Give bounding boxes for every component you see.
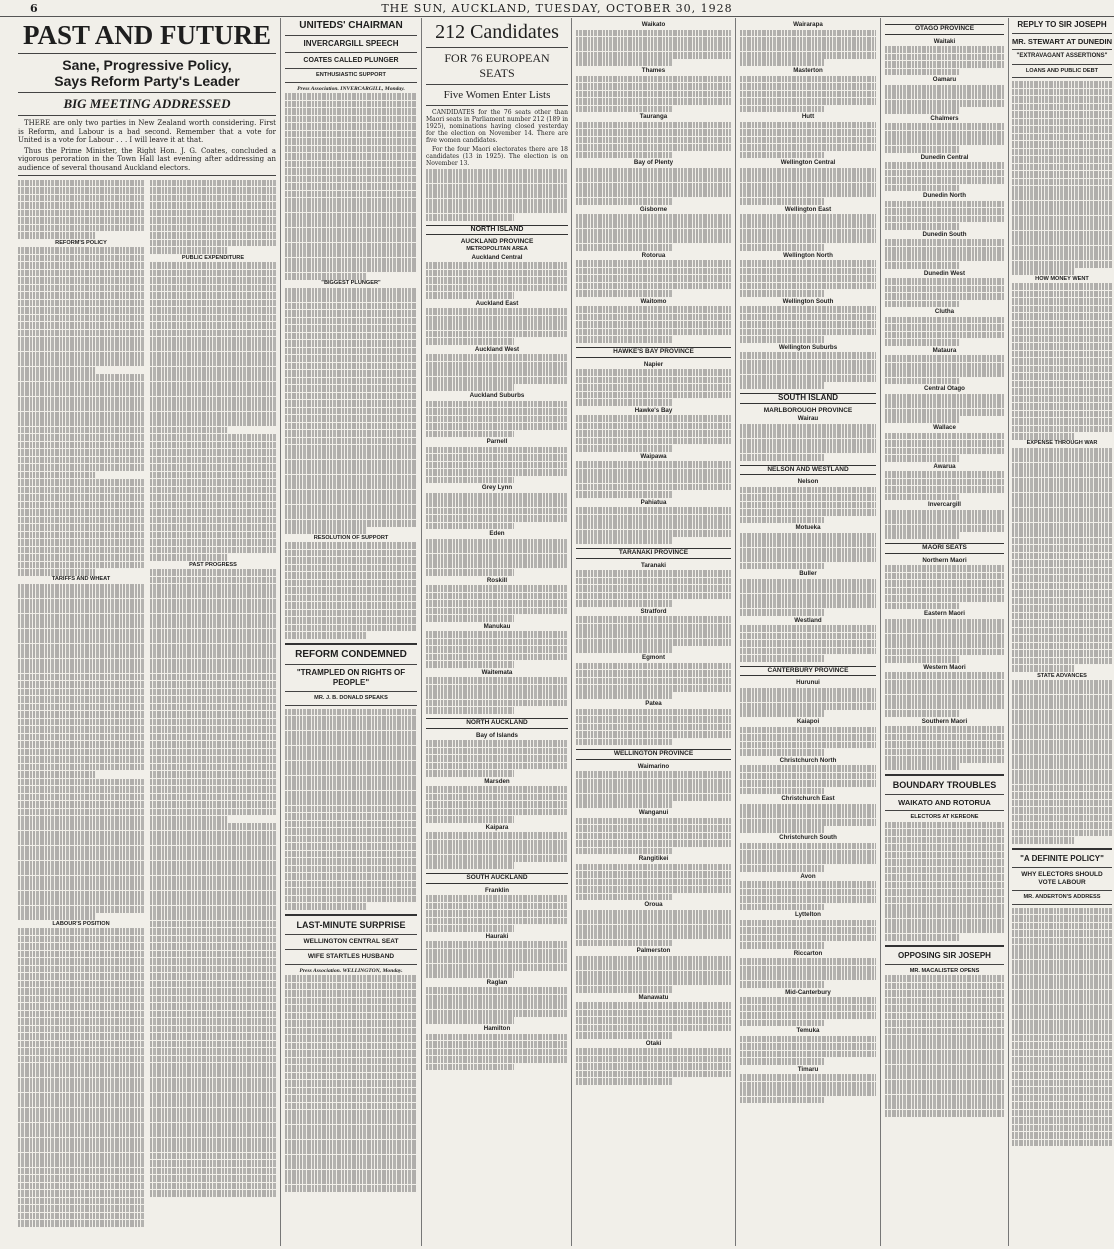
seat-list-metro	[426, 255, 568, 714]
electorate-name: Auckland West	[474, 345, 520, 353]
article-reply-sir-joseph	[1012, 20, 1112, 1244]
subhead-state-advances: STATE ADVANCES	[1037, 672, 1087, 679]
electorate-name: Mid-Canterbury	[785, 988, 831, 996]
seat-list-waikato	[576, 22, 731, 343]
electorate-name: Oroua	[644, 901, 663, 909]
subhead-tariffs-wheat: TARIFFS AND WHEAT	[51, 576, 111, 583]
electorate-name: Motueka	[795, 524, 821, 532]
seat-list-wellington-city	[740, 22, 876, 389]
subhead-plunger: COATES CALLED PLUNGER	[303, 57, 399, 64]
section-south-auckland: SOUTH AUCKLAND	[426, 873, 568, 884]
electorate-name: Waitemata	[481, 668, 513, 676]
electorate-name: Invercargill	[927, 501, 962, 509]
electorate-name: Masterton	[793, 67, 823, 75]
electorate-name: Roskill	[486, 576, 508, 584]
subhead-macalister: MR. MACALISTER OPENS	[909, 967, 980, 974]
newspaper-title: THE SUN, AUCKLAND, TUESDAY, OCTOBER 30, 1928	[381, 2, 733, 15]
headline-reply-sir-joseph: REPLY TO SIR JOSEPH	[1017, 20, 1107, 29]
subhead-anderton: MR. ANDERTON'S ADDRESS	[1023, 893, 1101, 900]
subhead-waikato-rotorua: WAIKATO AND ROTORUA	[898, 798, 991, 808]
headline-212-candidates: 212 Candidates	[435, 21, 559, 43]
seat-list-taranaki	[576, 563, 731, 746]
subhead-invercargill: INVERCARGILL SPEECH	[303, 39, 399, 48]
masthead	[0, 0, 1114, 17]
electorate-name: Hawke's Bay	[634, 406, 673, 414]
electorate-name: Dunedin West	[923, 269, 966, 277]
electorate-name: Kaiapoi	[796, 718, 820, 726]
electorate-name: Mataura	[932, 346, 957, 354]
electorate-name: Wairarapa	[793, 21, 823, 28]
page-number: 6	[30, 2, 38, 15]
electorate-name: Auckland Suburbs	[469, 392, 525, 400]
electorate-name: Eden	[489, 530, 505, 538]
section-metropolitan: METROPOLITAN AREA	[466, 246, 528, 252]
electorate-name: Franklin	[484, 886, 510, 894]
section-wellington-province: WELLINGTON PROVINCE	[576, 749, 731, 760]
electorate-name: Northern Maori	[922, 556, 967, 564]
electorate-name: Otaki	[645, 1039, 662, 1047]
section-auckland-province: AUCKLAND PROVINCE	[460, 238, 534, 246]
electorate-name: Kaipara	[485, 823, 509, 831]
candidates-lead-2: For the four Maori electorates there are 18 candidates (13 in 1925). The election is on November 13.	[426, 146, 568, 167]
headline-reform-condemned: REFORM CONDEMNED	[295, 648, 407, 660]
electorate-name: Central Otago	[924, 385, 965, 393]
electorate-name: Manawatu	[638, 993, 669, 1001]
seat-list-otago	[885, 39, 1004, 539]
electorate-name: Auckland Central	[471, 253, 523, 261]
subhead-wife-startles: WIFE STARTLES HUSBAND	[307, 952, 395, 960]
subhead-reforms-policy: REFORM'S POLICY	[55, 239, 107, 246]
seat-list-north-auckland	[426, 733, 568, 869]
electorate-name: Manukau	[483, 622, 511, 630]
seat-list-marlborough	[740, 416, 876, 460]
subhead-kereone: ELECTORS AT KEREONE	[910, 814, 979, 821]
electorate-name: Taranaki	[641, 561, 666, 569]
lead-paragraph-2: Thus the Prime Minister, the Right Hon. J. G. Coates, concluded a vigorous peroration in the Town Hall last evening after addressing an audience of several thousand Auckland electors.	[18, 146, 276, 172]
electorate-name: Awarua	[933, 462, 956, 470]
electorate-name: Avon	[800, 872, 816, 880]
electorate-name: Christchurch East	[781, 795, 835, 803]
section-taranaki: TARANAKI PROVINCE	[576, 548, 731, 559]
subhead-resolution: RESOLUTION OF SUPPORT	[313, 534, 389, 541]
electorate-name: Hauraki	[485, 932, 509, 940]
electorate-name: Wellington East	[784, 205, 832, 213]
subhead-76-seats: FOR 76 EUROPEAN SEATS	[444, 51, 550, 80]
section-nelson-westland: NELSON AND WESTLAND	[740, 465, 876, 476]
electorate-name: Wellington South	[782, 297, 834, 305]
electorate-name: Parnell	[486, 438, 508, 446]
electorate-name: Bay of Islands	[476, 731, 518, 739]
article-212-candidates	[426, 20, 568, 1244]
seat-list-wellington	[576, 764, 731, 1085]
electorate-name: Wanganui	[638, 809, 669, 817]
electorate-name: Oamaru	[932, 76, 957, 84]
electorate-name: Nelson	[797, 478, 819, 486]
section-marlborough: MARLBOROUGH PROVINCE	[763, 406, 853, 414]
headline-opposing-sir-joseph: OPPOSING SIR JOSEPH	[898, 950, 991, 960]
electorate-name: Wallace	[933, 424, 956, 432]
electorate-name: Dunedin North	[923, 192, 966, 200]
electorate-name: Chalmers	[930, 114, 959, 122]
subhead-expense-war: EXPENSE THROUGH WAR	[1026, 440, 1098, 447]
lead-paragraph: THERE are only two parties in New Zealand worth considering. First is Reform, and Labour is a bad second. Remember that a vote for United is a vote for Labour . . . I will leave it at that.	[18, 119, 276, 144]
seat-list-hawkes	[576, 362, 731, 545]
electorate-name: Auckland East	[475, 299, 519, 307]
article-body-left	[18, 179, 144, 1228]
headline-definite-policy: "A DEFINITE POLICY"	[1020, 853, 1104, 863]
electorate-name: Buller	[799, 570, 817, 578]
electorate-name: Southern Maori	[921, 717, 968, 725]
subhead-why-electors: WHY ELECTORS SHOULD VOTE LABOUR	[1021, 870, 1103, 886]
electorate-name: Palmerston	[636, 947, 671, 955]
electorate-name: Egmont	[641, 654, 666, 662]
electorate-name: Waitomo	[640, 297, 667, 305]
subhead-donald: MR. J. B. DONALD SPEAKS	[314, 694, 388, 701]
article-past-and-future	[18, 20, 276, 1244]
headline-last-minute: LAST-MINUTE SURPRISE	[296, 919, 406, 930]
subhead-trampled: "TRAMPLED ON RIGHTS OF PEOPLE"	[296, 667, 406, 687]
electorate-name: Wellington Central	[780, 159, 836, 167]
headline-past-and-future: PAST AND FUTURE	[22, 20, 272, 50]
candidates-lead: CANDIDATES for the 76 seats other than Maori seats in Parliament number 212 (189 in 1925), nominations having closed yesterday for the election on November 14. There are five women candidates.	[426, 109, 568, 144]
article-uniteds-chairman	[285, 20, 417, 1244]
electorate-name: Gisborne	[639, 205, 668, 213]
seat-list-canterbury	[740, 680, 876, 1103]
headline-uniteds-chairman: UNITEDS' CHAIRMAN	[299, 20, 403, 31]
candidate-list-col6	[740, 20, 876, 1244]
seat-list-south-auckland	[426, 888, 568, 1071]
electorate-name: Waitaki	[933, 37, 956, 45]
electorate-name: Raglan	[486, 978, 508, 986]
article-body-right	[150, 179, 276, 1228]
electorate-name: Westland	[794, 616, 822, 624]
electorate-name: Pahiatua	[640, 498, 667, 506]
electorate-name: Rangitikei	[638, 855, 669, 863]
subhead-extravagant: "EXTRAVAGANT ASSERTIONS"	[1016, 53, 1108, 59]
electorate-name: Patea	[645, 700, 662, 708]
dateline-invercargill: Press Association. INVERCARGILL, Monday.	[297, 85, 405, 92]
subhead-labours-position: LABOUR'S POSITION	[52, 920, 110, 927]
seat-list-nelson	[740, 479, 876, 662]
headline-boundary-troubles: BOUNDARY TROUBLES	[892, 780, 997, 791]
electorate-name: Clutha	[934, 308, 955, 316]
electorate-name: Dunedin South	[922, 230, 967, 238]
dateline-wellington: Press Association. WELLINGTON, Monday.	[299, 967, 403, 974]
electorate-name: Napier	[643, 360, 664, 368]
subhead-biggest-plunger: "BIGGEST PLUNGER"	[321, 280, 381, 287]
electorate-name: Temuka	[796, 1027, 820, 1035]
electorate-name: Dunedin Central	[920, 153, 969, 161]
electorate-name: Hutt	[801, 113, 815, 121]
electorate-name: Hamilton	[483, 1025, 511, 1033]
electorate-name: Grey Lynn	[481, 484, 513, 492]
electorate-name: Wellington Suburbs	[778, 343, 838, 351]
electorate-name: Bay of Plenty	[633, 159, 674, 167]
section-north-island: NORTH ISLAND	[426, 225, 568, 236]
subhead-sane: Sane, Progressive Policy,	[62, 57, 232, 73]
subhead-past-progress: PAST PROGRESS	[189, 561, 237, 568]
section-north-auckland: NORTH AUCKLAND	[426, 718, 568, 729]
electorate-name: Stratford	[640, 607, 667, 615]
electorate-name: Timaru	[797, 1065, 819, 1073]
section-south-island: SOUTH ISLAND	[740, 393, 876, 404]
candidate-list-col5	[576, 20, 731, 1244]
electorate-name: Wellington North	[783, 251, 833, 259]
electorate-name: Thames	[641, 67, 666, 75]
electorate-name: Christchurch South	[779, 834, 837, 841]
subhead-loans: LOANS AND PUBLIC DEBT	[1025, 67, 1099, 74]
subhead-mr-stewart: MR. STEWART AT DUNEDIN	[1012, 37, 1112, 46]
candidate-list-col7	[885, 20, 1004, 1244]
subhead-five-women: Five Women Enter Lists	[443, 89, 551, 101]
electorate-name: Waipawa	[640, 452, 667, 460]
electorate-name: Eastern Maori	[924, 610, 965, 618]
subhead-how-money-went: HOW MONEY WENT	[1035, 275, 1089, 282]
subhead-wellington-central: WELLINGTON CENTRAL SEAT	[303, 937, 399, 945]
electorate-name: Riccarton	[793, 949, 823, 957]
electorate-name: Waimarino	[637, 762, 670, 770]
electorate-name: Christchurch North	[779, 756, 837, 764]
electorate-name: Western Maori	[923, 663, 966, 671]
subhead-says: Says Reform Party's Leader	[54, 73, 240, 89]
section-maori-seats: MAORI SEATS	[885, 543, 1004, 554]
electorate-name: Rotorua	[641, 251, 666, 259]
electorate-name: Waikato	[641, 21, 666, 28]
electorate-name: Lyttelton	[795, 911, 821, 919]
seat-list-maori	[885, 558, 1004, 770]
electorate-name: Wairau	[797, 415, 819, 423]
kicker-big-meeting: BIG MEETING ADDRESSED	[63, 96, 231, 111]
subhead-enthusiastic: ENTHUSIASTIC SUPPORT	[316, 72, 386, 78]
section-hawkes-bay: HAWKE'S BAY PROVINCE	[576, 347, 731, 358]
electorate-name: Tauranga	[639, 113, 668, 121]
electorate-name: Marsden	[484, 777, 510, 785]
section-otago: OTAGO PROVINCE	[885, 24, 1004, 35]
electorate-name: Hurunui	[796, 679, 820, 687]
subhead-public-expenditure: PUBLIC EXPENDITURE	[181, 254, 245, 261]
section-canterbury: CANTERBURY PROVINCE	[740, 666, 876, 677]
